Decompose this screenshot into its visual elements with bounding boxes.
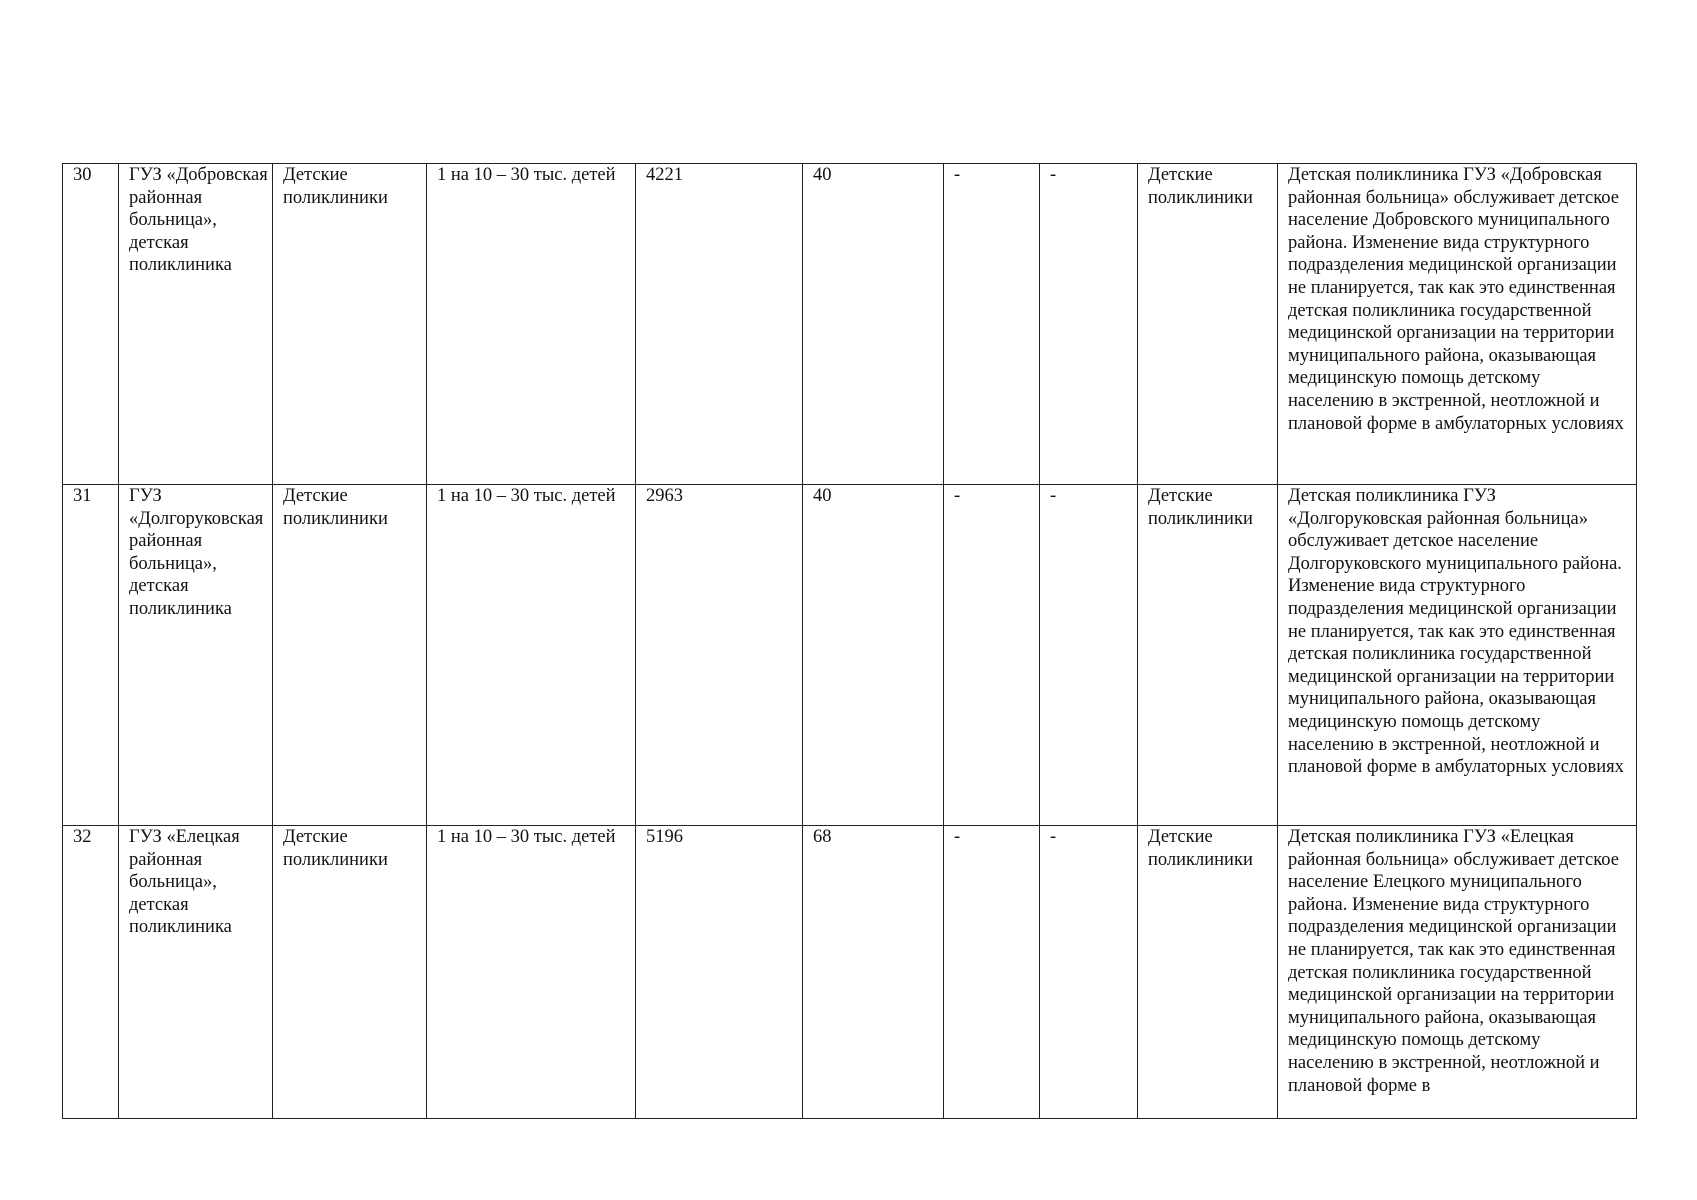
norm-cell [427,164,636,485]
description-text: Детская поликлиника ГУЗ «Долгоруковская районная больница» обслуживает детское население Долгоруковского муниципального района. Изменение вида структурного подразделения медицинской организации не планируется, так как это единственная детская поликлиника государственной медицинской организации на территории муниципального района, оказывающая медицинскую помощь детскому населению в экстренной, неотложной и плановой форме в амбулаторных условиях [1288,486,1624,778]
organization-cell [119,485,273,826]
facility-type: Детские поликлиники [283,165,388,208]
row-number: 31 [73,486,92,506]
capacity-value: 40 [813,486,832,506]
organization-name: ГУЗ «Добровская районная больница», детская поликлиника [129,165,268,276]
norm-cell [427,826,636,1119]
organization-cell [119,164,273,485]
row-number: 30 [73,165,92,185]
description-cell [1278,485,1637,826]
column-8-value: - [1050,486,1057,506]
population-value: 5196 [646,827,683,847]
facility-type-cell [273,485,427,826]
organization-cell [119,826,273,1119]
target-type: Детские поликлиники [1148,486,1253,529]
capacity-cell [803,164,944,485]
target-type-cell [1138,164,1278,485]
column-8-value: - [1050,827,1057,847]
row-number: 32 [73,827,92,847]
capacity-cell [803,826,944,1119]
table-row [63,826,1637,1119]
target-type: Детские поликлиники [1148,827,1253,870]
organization-name: ГУЗ «Елецкая районная больница», детская поликлиника [129,827,240,938]
population-value: 4221 [646,165,683,185]
target-type-cell [1138,826,1278,1119]
column-8-cell [1040,826,1138,1119]
norm-cell [427,485,636,826]
capacity-value: 40 [813,165,832,185]
column-7-cell [944,164,1040,485]
facility-type-cell [273,826,427,1119]
norm-value: 1 на 10 – 30 тыс. детей [437,165,616,185]
facility-type: Детские поликлиники [283,827,388,870]
population-cell [636,485,803,826]
row-number-cell [63,485,119,826]
capacity-cell [803,485,944,826]
description-text: Детская поликлиника ГУЗ «Добровская районная больница» обслуживает детское население Добровского муниципального района. Изменение вида структурного подразделения медицинской организации не планируется, так как это единственная детская поликлиника государственной медицинской организации на территории муниципального района, оказывающая медицинскую помощь детскому населению в экстренной, неотложной и плановой форме в амбулаторных условиях [1288,165,1624,434]
column-8-cell [1040,164,1138,485]
column-8-value: - [1050,165,1057,185]
description-cell [1278,826,1637,1119]
population-cell [636,164,803,485]
facilities-table [62,163,1637,1119]
table-row [63,485,1637,826]
column-7-value: - [954,165,961,185]
description-cell [1278,164,1637,485]
description-text: Детская поликлиника ГУЗ «Елецкая районная больница» обслуживает детское население Елецкого муниципального района. Изменение вида структурного подразделения медицинской организации не планируется, так как это единственная детская поликлиника государственной медицинской организации на территории муниципального района, оказывающая медицинскую помощь детскому населению в экстренной, неотложной и плановой форме в [1288,827,1619,1096]
norm-value: 1 на 10 – 30 тыс. детей [437,827,616,847]
population-cell [636,826,803,1119]
organization-name: ГУЗ «Долгоруковская районная больница», детская поликлиника [129,486,264,619]
capacity-value: 68 [813,827,832,847]
column-7-value: - [954,827,961,847]
table-row [63,164,1637,485]
target-type-cell [1138,485,1278,826]
column-7-cell [944,826,1040,1119]
facility-type: Детские поликлиники [283,486,388,529]
row-number-cell [63,826,119,1119]
population-value: 2963 [646,486,683,506]
column-7-value: - [954,486,961,506]
target-type: Детские поликлиники [1148,165,1253,208]
column-7-cell [944,485,1040,826]
facility-type-cell [273,164,427,485]
row-number-cell [63,164,119,485]
norm-value: 1 на 10 – 30 тыс. детей [437,486,616,506]
column-8-cell [1040,485,1138,826]
